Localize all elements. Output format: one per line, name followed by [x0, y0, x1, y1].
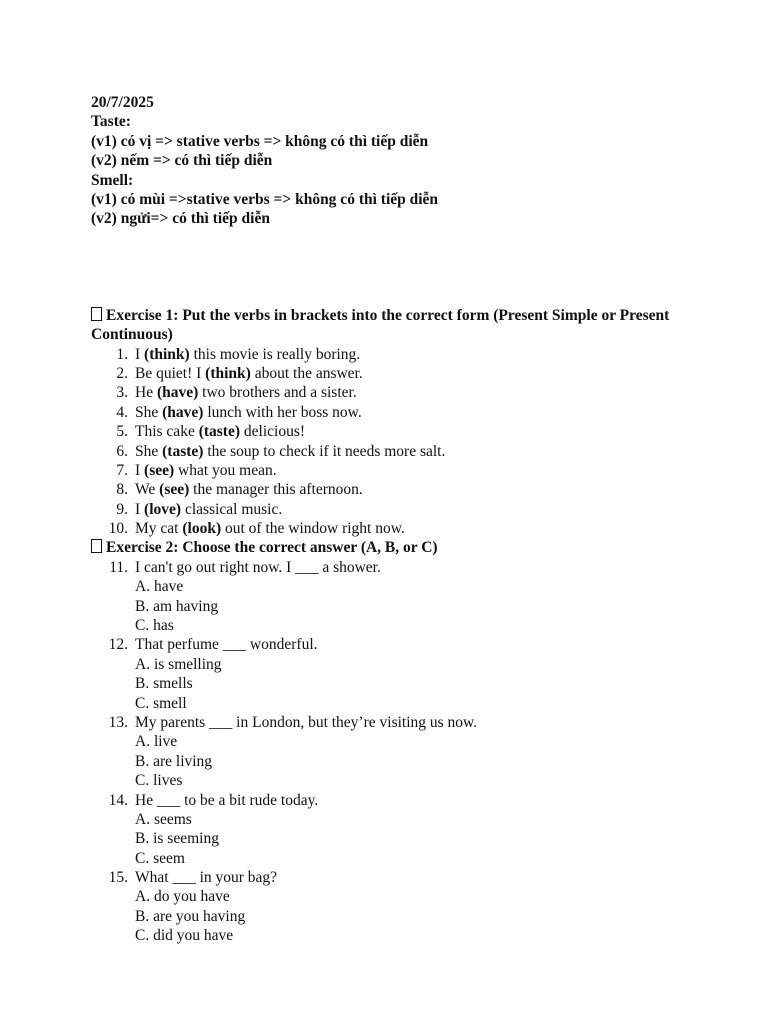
- question-number: 12.: [108, 636, 128, 654]
- verb-in-brackets: (love): [144, 500, 182, 518]
- item-number: 5.: [116, 423, 128, 441]
- item-text-before: She: [135, 442, 163, 460]
- list-item: [91, 422, 691, 441]
- verb-in-brackets: (see): [159, 481, 190, 499]
- exercise-1-title: Exercise 1: Put the verbs in brackets into the correct form (Present Simple or Present Continuous): [91, 306, 670, 344]
- item-text-before: She: [135, 403, 163, 421]
- smell-meaning-2: (v2) ngửi=> có thì tiếp diễn: [91, 210, 270, 228]
- answer-option: B. am having: [135, 597, 219, 615]
- exercise-2-list: [91, 558, 691, 946]
- answer-option: A. have: [135, 578, 184, 596]
- question-item: [91, 713, 691, 732]
- question-number: 11.: [109, 558, 128, 576]
- answer-option: A. seems: [135, 810, 192, 828]
- item-number: 7.: [116, 461, 128, 479]
- question-number: 15.: [108, 869, 128, 887]
- answer-option: B. are living: [135, 752, 213, 770]
- item-text-before: We: [135, 481, 160, 499]
- answer-option: C. smell: [135, 694, 187, 712]
- item-text-before: He: [135, 384, 157, 402]
- verb-in-brackets: (have): [162, 403, 204, 421]
- answer-option: C. has: [135, 617, 174, 635]
- item-number: 10.: [108, 520, 128, 538]
- item-number: 8.: [116, 481, 128, 499]
- verb-in-brackets: (think): [205, 364, 251, 382]
- smell-meaning-1: (v1) có mùi =>stative verbs => không có thì tiếp diễn: [91, 190, 439, 208]
- question-item: [91, 635, 691, 654]
- missing-glyph-icon: [91, 539, 102, 553]
- date-heading: 20/7/2025: [91, 94, 154, 111]
- item-text: [135, 442, 445, 461]
- list-item: [91, 442, 691, 461]
- question-text: My parents ___ in London, but they’re visiting us now.: [135, 713, 478, 731]
- item-number: 9.: [116, 500, 128, 518]
- item-text-after: this movie is really boring.: [189, 345, 361, 363]
- item-text-before: Be quiet! I: [135, 364, 206, 382]
- verb-in-brackets: (have): [156, 384, 199, 402]
- item-text-after: out of the window right now.: [221, 520, 405, 538]
- item-text-after: about the answer.: [250, 364, 363, 382]
- item-text-after: delicious!: [240, 423, 306, 441]
- item-text: [135, 383, 357, 402]
- exercise-2-title: Exercise 2: Choose the correct answer (A, B, or C): [91, 538, 691, 557]
- item-text-after: lunch with her boss now.: [203, 403, 362, 421]
- missing-glyph-icon: [91, 307, 102, 321]
- item-number: 1.: [116, 345, 128, 363]
- smell-heading: Smell:: [91, 171, 134, 189]
- list-item: [91, 345, 691, 364]
- list-item: [91, 461, 691, 480]
- item-text: [135, 500, 282, 519]
- verb-in-brackets: (look): [182, 520, 222, 538]
- verb-in-brackets: (taste): [162, 442, 204, 460]
- item-text-after: classical music.: [181, 500, 283, 518]
- question-text: I can't go out right now. I ___ a shower.: [135, 558, 381, 576]
- question-number: 14.: [108, 791, 128, 809]
- answer-option: A. live: [135, 733, 178, 751]
- item-text: [135, 519, 405, 538]
- spacer: [91, 229, 691, 306]
- answer-option: C. did you have: [135, 927, 234, 945]
- answer-option: B. is seeming: [135, 830, 219, 848]
- item-text-after: two brothers and a sister.: [198, 384, 357, 402]
- item-number: 3.: [116, 384, 128, 402]
- taste-heading: Taste:: [91, 113, 131, 131]
- item-text-before: My cat: [135, 520, 183, 538]
- question-text: That perfume ___ wonderful.: [135, 636, 318, 654]
- item-text: [135, 403, 362, 422]
- item-text-after: the soup to check if it needs more salt.: [203, 442, 446, 460]
- item-number: 4.: [116, 403, 128, 421]
- answer-option: C. lives: [135, 772, 183, 790]
- question-item: [91, 558, 691, 577]
- list-item: [91, 519, 691, 538]
- item-number: 2.: [116, 364, 128, 382]
- item-text-before: I: [135, 500, 145, 518]
- item-text-before: This cake: [135, 423, 199, 441]
- question-number: 13.: [108, 713, 128, 731]
- item-text-before: I: [135, 461, 145, 479]
- exercise-1-list: [91, 345, 691, 539]
- answer-option: A. do you have: [135, 888, 230, 906]
- document-page: [91, 93, 691, 946]
- item-text: [135, 364, 363, 383]
- answer-option: B. are you having: [135, 907, 246, 925]
- item-text: [135, 461, 277, 480]
- list-item: [91, 480, 691, 499]
- question-text: What ___ in your bag?: [135, 869, 278, 887]
- question-text: He ___ to be a bit rude today.: [135, 791, 319, 809]
- list-item: [91, 403, 691, 422]
- item-text-after: the manager this afternoon.: [189, 481, 363, 499]
- question-item: [91, 791, 691, 810]
- item-text: [135, 480, 363, 499]
- answer-option: C. seem: [135, 849, 185, 867]
- item-text: [135, 345, 360, 364]
- list-item: [91, 500, 691, 519]
- item-text: [135, 422, 305, 441]
- list-item: [91, 364, 691, 383]
- verb-in-brackets: (see): [144, 461, 175, 479]
- verb-in-brackets: (think): [144, 345, 190, 363]
- item-number: 6.: [116, 442, 128, 460]
- answer-option: B. smells: [135, 675, 193, 693]
- taste-meaning-2: (v2) nếm => có thì tiếp diễn: [91, 152, 273, 170]
- item-text-after: what you mean.: [174, 461, 277, 479]
- list-item: [91, 383, 691, 402]
- answer-option: A. is smelling: [135, 655, 222, 673]
- question-item: [91, 868, 691, 887]
- verb-in-brackets: (taste): [198, 423, 241, 441]
- taste-meaning-1: (v1) có vị => stative verbs => không có thì tiếp diễn: [91, 132, 429, 150]
- item-text-before: I: [135, 345, 145, 363]
